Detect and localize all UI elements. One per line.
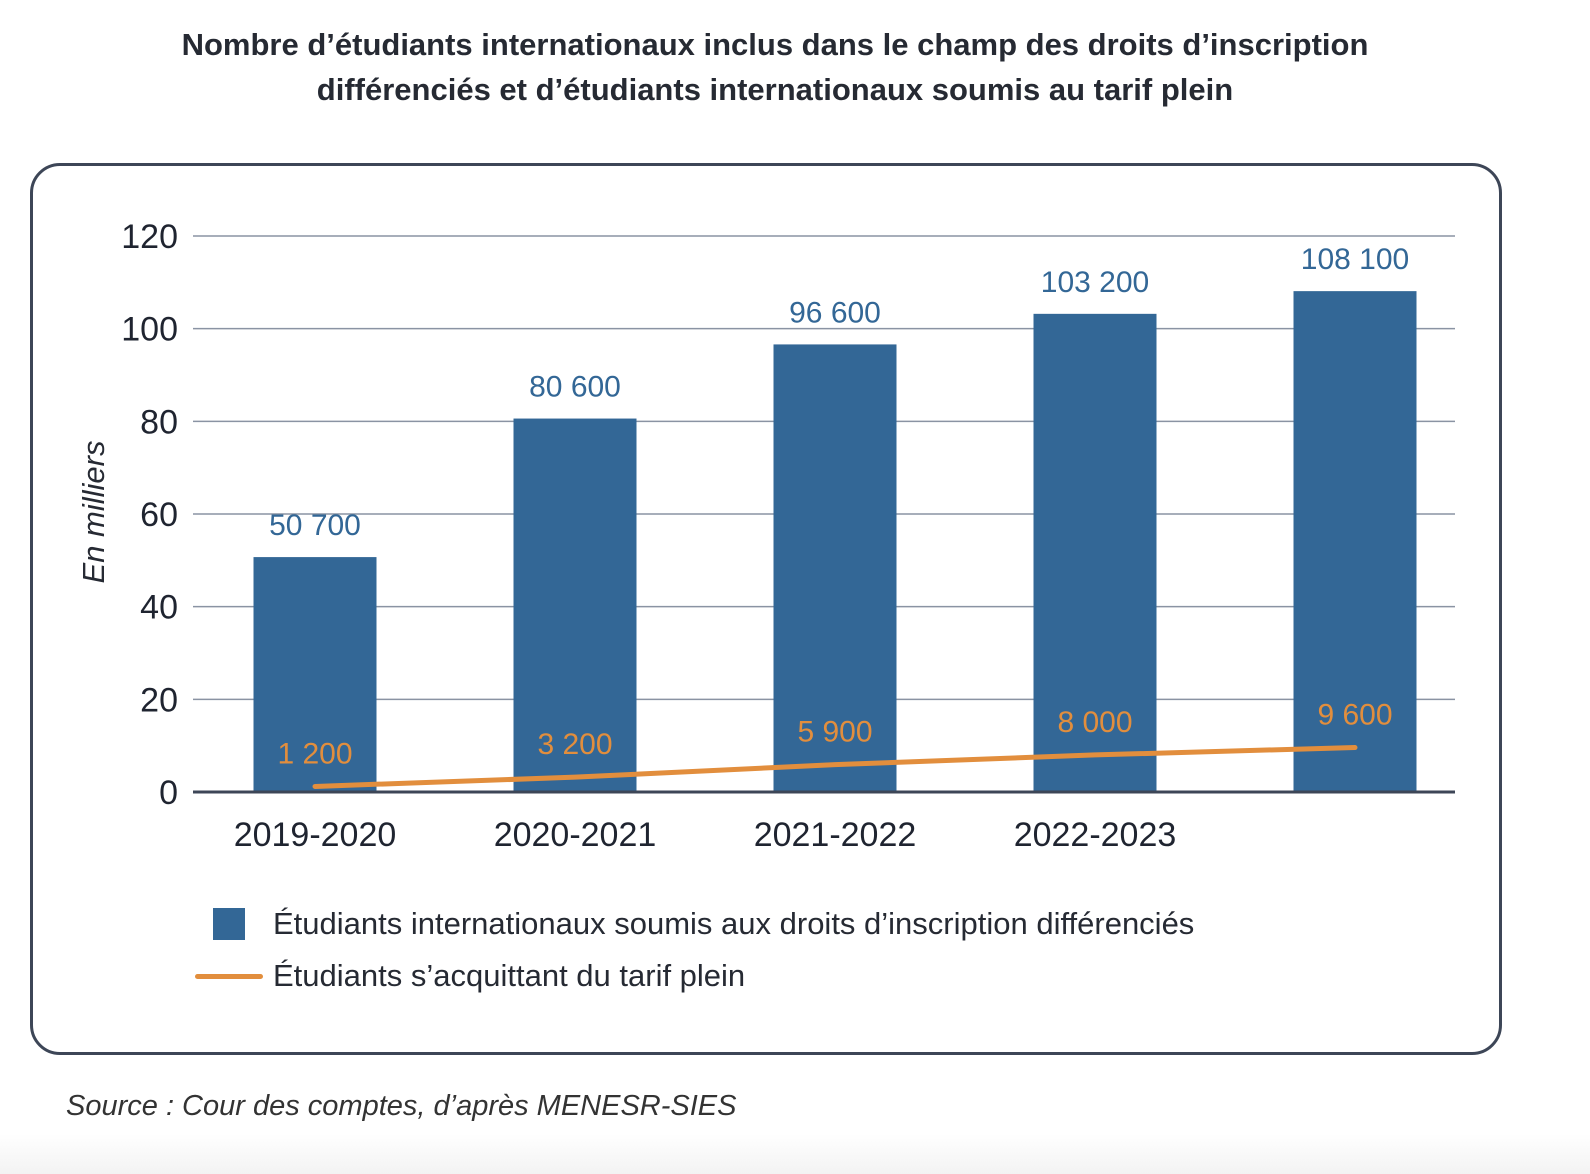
- bar-value-label: 80 600: [529, 370, 621, 404]
- y-tick-label: 60: [140, 496, 178, 534]
- title-line-1: Nombre d’étudiants internationaux inclus dans le champ des droits d’inscription: [181, 27, 1369, 62]
- legend-bar-swatch: [213, 908, 245, 940]
- legend-label-line: Étudiants s’acquittant du tarif plein: [273, 958, 746, 993]
- legend: [185, 898, 1194, 1002]
- line-value-label: 1 200: [277, 737, 353, 771]
- line-value-label: 8 000: [1057, 705, 1133, 739]
- bar-value-label: 50 700: [269, 509, 361, 543]
- y-tick-label: 0: [159, 774, 178, 812]
- line-value-label: 9 600: [1317, 698, 1393, 732]
- x-tick-label: 2020-2021: [493, 816, 657, 854]
- y-tick-label: 40: [140, 588, 178, 627]
- y-tick-label: 120: [121, 218, 178, 256]
- legend-item-line: [185, 950, 1194, 1002]
- line-value-label: 3 200: [537, 728, 613, 762]
- title-line-2: différenciés et d’étudiants internationaux soumis au tarif plein: [316, 72, 1234, 107]
- bar-value-label: 103 200: [1040, 265, 1150, 299]
- y-tick-label: 100: [121, 310, 178, 349]
- legend-label-bars: Étudiants internationaux soumis aux droits d’inscription différenciés: [273, 906, 1195, 941]
- line-value-label: 5 900: [797, 715, 873, 749]
- x-tick-label: 2019-2020: [233, 816, 397, 854]
- source-note: Source : Cour des comptes, d’après MENESR-SIES: [66, 1090, 737, 1122]
- bar-value-label: 96 600: [789, 296, 881, 330]
- y-axis-label: En milliers: [76, 440, 111, 584]
- x-tick-label: 2021-2022: [753, 816, 917, 854]
- legend-line-swatch: [195, 974, 263, 979]
- y-tick-label: 20: [140, 681, 178, 720]
- y-tick-label: 80: [140, 403, 178, 442]
- legend-item-bars: [185, 898, 1194, 950]
- x-tick-label: 2022-2023: [1013, 816, 1177, 854]
- bar-value-label: 108 100: [1300, 243, 1410, 277]
- bottom-shadow: [0, 1134, 1590, 1174]
